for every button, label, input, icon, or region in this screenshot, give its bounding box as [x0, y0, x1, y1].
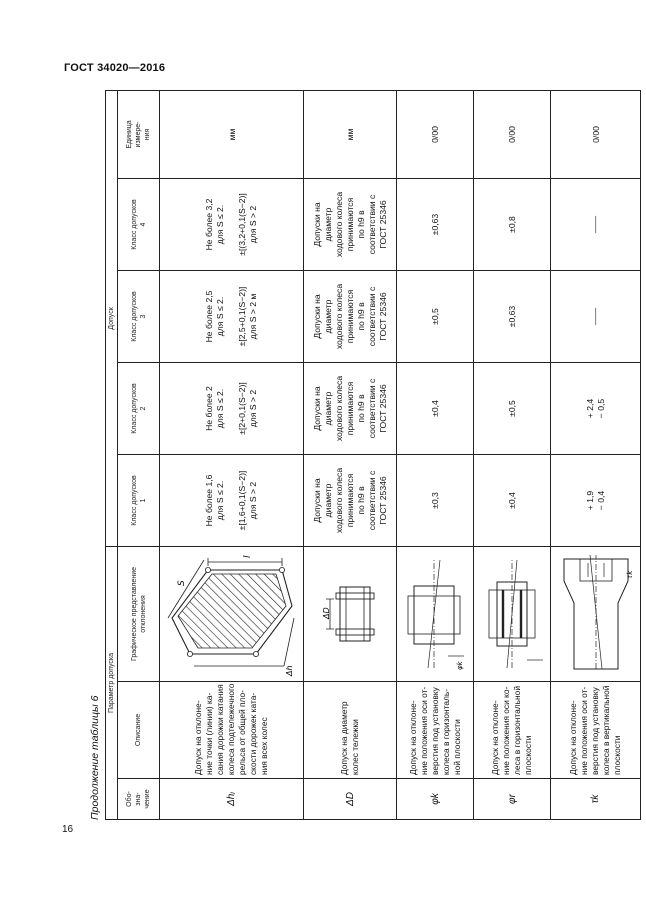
table-row: [474, 90, 551, 819]
cell-line: ходового колеса: [333, 283, 344, 350]
cell-line: Класс допусков: [130, 291, 138, 342]
row-class-3: [160, 271, 304, 363]
cell-line: ——: [590, 307, 600, 326]
cell-line: диаметр: [322, 391, 333, 426]
row-class-4: [160, 179, 304, 271]
cell-line: по h9 в: [355, 302, 366, 331]
cell-line: для S ≤ 2.: [215, 296, 225, 337]
cell-line: ±0,4: [506, 492, 517, 509]
row-graphic: [551, 547, 641, 682]
cell-line: сания дорожки катания: [215, 684, 225, 775]
cell-line: принимаются: [344, 381, 355, 436]
cell-line: ±0,3: [429, 492, 440, 509]
cell-line: чение: [144, 789, 151, 809]
row-graphic: [304, 547, 397, 682]
cell-line: диаметр: [322, 207, 333, 242]
cell-line: Допуски на: [311, 386, 322, 431]
cell-line: отклонения: [139, 595, 147, 633]
label-phi: φk: [456, 661, 464, 670]
cell-line: ±0,8: [506, 216, 517, 233]
cell-line: ±[2,5+0,1(S−2)]: [237, 286, 247, 347]
cell-line: Допуски на: [311, 478, 322, 523]
table-row: [304, 90, 397, 819]
cell-line: по h9 в: [355, 486, 366, 515]
col-header-class-1: [118, 455, 160, 547]
cell-line: ±0,63: [506, 305, 517, 328]
row-description: [304, 682, 397, 779]
row-class-2: [474, 363, 551, 455]
cell-line: Допуск на отклоне-: [568, 700, 578, 775]
cell-line: колес тележки: [350, 719, 360, 775]
row-class-1: [304, 455, 397, 547]
cell-line: [226, 366, 237, 451]
cell-line: ±0,5: [506, 400, 517, 417]
cell-line: плоскости: [612, 735, 622, 775]
cell-line: ния всех колес: [259, 717, 269, 775]
cell-line: + 1,9: [584, 490, 595, 511]
cell-line: колеса подтележечного: [226, 683, 236, 775]
row-class-3: [397, 271, 474, 363]
cell-line: принимаются: [344, 197, 355, 252]
cell-line: Не более 1,6: [204, 474, 214, 527]
row-class-2: [160, 363, 304, 455]
row-class-4: [304, 179, 397, 271]
row-symbol: φk: [397, 779, 474, 820]
cell-line: Не более 2,5: [204, 290, 214, 343]
cell-line: измере-: [135, 121, 142, 148]
cell-line: Допуск на отклоне-: [193, 700, 203, 775]
cell-line: − 0,5: [595, 398, 606, 419]
cell-line: [226, 182, 237, 267]
tolerance-table: [105, 90, 641, 820]
cell-line: Допуск на отклоне-: [490, 700, 500, 775]
cell-line: для S > 2: [248, 389, 258, 428]
page-number: 16: [62, 824, 74, 835]
row-unit: 0/00: [397, 90, 474, 178]
cell-line: принимаются: [344, 473, 355, 528]
row-graphic: [397, 547, 474, 682]
cell-line: для S > 2 м: [248, 293, 258, 340]
cell-line: колеса в горизонталь-: [440, 688, 451, 775]
label-delta-h: Δh: [284, 665, 294, 676]
row-class-1: [474, 455, 551, 547]
cell-line: ходового колеса: [333, 191, 344, 258]
cell-line: Класс допусков: [130, 475, 138, 526]
col-header-class-2: [118, 363, 160, 455]
cell-line: ±[2+0,1(S−2)]: [237, 382, 247, 435]
cell-line: для S ≤ 2.: [215, 388, 225, 429]
row-symbol: φr: [474, 779, 551, 820]
cell-line: [226, 458, 237, 543]
cell-line: 3: [139, 314, 147, 319]
table-row: [551, 90, 641, 819]
row-class-4: [551, 179, 641, 271]
cell-line: Графическое представление: [130, 567, 138, 661]
row-class-4: [474, 179, 551, 271]
group-header-parameter: Параметр допуска: [106, 547, 118, 820]
wheel-diameter-drawing: [322, 579, 378, 649]
cell-line: соответствии с: [366, 286, 377, 347]
row-class-1: [551, 455, 641, 547]
axis-hole-vertical-drawing: [556, 551, 636, 677]
cell-line: Класс допусков: [130, 199, 138, 250]
cell-line: для S > 2: [248, 205, 258, 244]
cell-line: ——: [590, 215, 600, 234]
cell-line: ние положения оси от-: [579, 686, 589, 775]
cell-line: − 0,4: [595, 490, 606, 511]
cell-line: Не более 2: [204, 386, 214, 431]
row-unit: 0/00: [551, 90, 641, 178]
cell-line: ГОСТ 25346: [377, 384, 388, 433]
cell-line: Допуск на диаметр: [339, 701, 349, 775]
cell-line: ние точки (линии) ка-: [204, 692, 214, 775]
cell-line: Класс допусков: [130, 383, 138, 434]
row-class-3: [474, 271, 551, 363]
cell-line: 2: [139, 406, 147, 411]
table-row: [397, 90, 474, 819]
row-graphic: [160, 547, 304, 682]
col-header-class-4: [118, 179, 160, 271]
row-class-2: [397, 363, 474, 455]
cell-line: ние положения оси от-: [418, 686, 429, 775]
cell-line: 1: [139, 498, 147, 503]
cell-line: диаметр: [322, 483, 333, 518]
col-header-unit: [118, 90, 160, 178]
cell-line: ±[1,6+0,1(S−2)]: [237, 470, 247, 531]
row-symbol: τk: [551, 779, 641, 820]
row-unit: мм: [160, 90, 304, 178]
row-class-2: [304, 363, 397, 455]
row-unit: мм: [304, 90, 397, 178]
cell-line: Допуск на отклоне-: [407, 700, 418, 775]
cell-line: колеса в вертикальной: [601, 685, 611, 775]
row-symbol: Δhⱼ: [160, 779, 304, 820]
row-class-1: [397, 455, 474, 547]
axis-hole-horizontal-drawing: [400, 554, 470, 674]
row-graphic: [474, 547, 551, 682]
continuation-caption: Продолжение таблицы 6: [89, 695, 101, 820]
cell-line: ±0,4: [429, 400, 440, 417]
row-description: [474, 682, 551, 779]
cell-line: ГОСТ 25346: [377, 292, 388, 341]
row-description: [551, 682, 641, 779]
cell-line: ной плоскости: [451, 719, 462, 775]
col-header-description: Описание: [118, 682, 160, 779]
cell-line: соответствии с: [366, 470, 377, 531]
row-class-3: [304, 271, 397, 363]
cell-line: ходового колеса: [333, 467, 344, 534]
standard-title: ГОСТ 34020—2016: [64, 62, 166, 74]
cell-line: верстия под установку: [429, 687, 440, 775]
table-row: [160, 90, 304, 819]
cell-line: Допуски на: [311, 294, 322, 339]
cell-line: скости дорожек ката-: [248, 692, 258, 775]
cell-line: ГОСТ 25346: [377, 476, 388, 525]
cell-line: рельса от общей пло-: [237, 690, 247, 775]
cell-line: леса в горизонтальной: [512, 686, 522, 775]
cell-line: для S > 2: [248, 481, 258, 520]
cell-line: соответствии с: [366, 378, 377, 439]
cell-line: Не более 3,2: [204, 198, 214, 251]
row-class-3: [551, 271, 641, 363]
row-class-1: [160, 455, 304, 547]
cell-line: принимаются: [344, 289, 355, 344]
row-description: [160, 682, 304, 779]
label-delta-d: ΔD: [322, 607, 331, 619]
cell-line: ±0,63: [429, 213, 440, 236]
cell-line: Обо-: [126, 791, 133, 807]
wheel-axis-horizontal-drawing: [477, 554, 547, 674]
row-class-4: [397, 179, 474, 271]
col-header-graphic: [118, 547, 160, 682]
cell-line: для S ≤ 2.: [215, 480, 225, 521]
rotated-table-stage: [86, 91, 634, 820]
wheel-contact-plane-drawing: [164, 550, 300, 678]
cell-line: ния: [144, 128, 151, 141]
row-description: [397, 682, 474, 779]
cell-line: Допуски на: [311, 202, 322, 247]
row-symbol: ΔD: [304, 779, 397, 820]
label-l: l: [242, 555, 253, 558]
cell-line: диаметр: [322, 299, 333, 334]
row-class-2: [551, 363, 641, 455]
col-header-symbol: [118, 779, 160, 820]
cell-line: верстия под установку: [590, 687, 600, 775]
label-s: S: [176, 580, 187, 586]
cell-line: ние положения оси ко-: [501, 686, 511, 775]
cell-line: по h9 в: [355, 394, 366, 423]
cell-line: зна-: [135, 792, 142, 806]
cell-line: ±0,5: [429, 308, 440, 325]
cell-line: ходового колеса: [333, 375, 344, 442]
cell-line: 4: [139, 222, 147, 227]
col-header-class-3: [118, 271, 160, 363]
cell-line: Единица: [126, 120, 133, 149]
row-unit: 0/00: [474, 90, 551, 178]
cell-line: соответствии с: [366, 194, 377, 255]
label-tau: τk: [625, 570, 634, 579]
cell-line: ±[(3,2+0,1(S−2)]: [237, 193, 247, 256]
cell-line: + 2,4: [584, 398, 595, 419]
cell-line: ГОСТ 25346: [377, 200, 388, 249]
cell-line: плоскости: [523, 735, 533, 775]
cell-line: [226, 274, 237, 359]
group-header-tolerance: Допуск: [106, 90, 118, 546]
cell-line: по h9 в: [355, 210, 366, 239]
cell-line: для S ≤ 2.: [215, 204, 225, 245]
